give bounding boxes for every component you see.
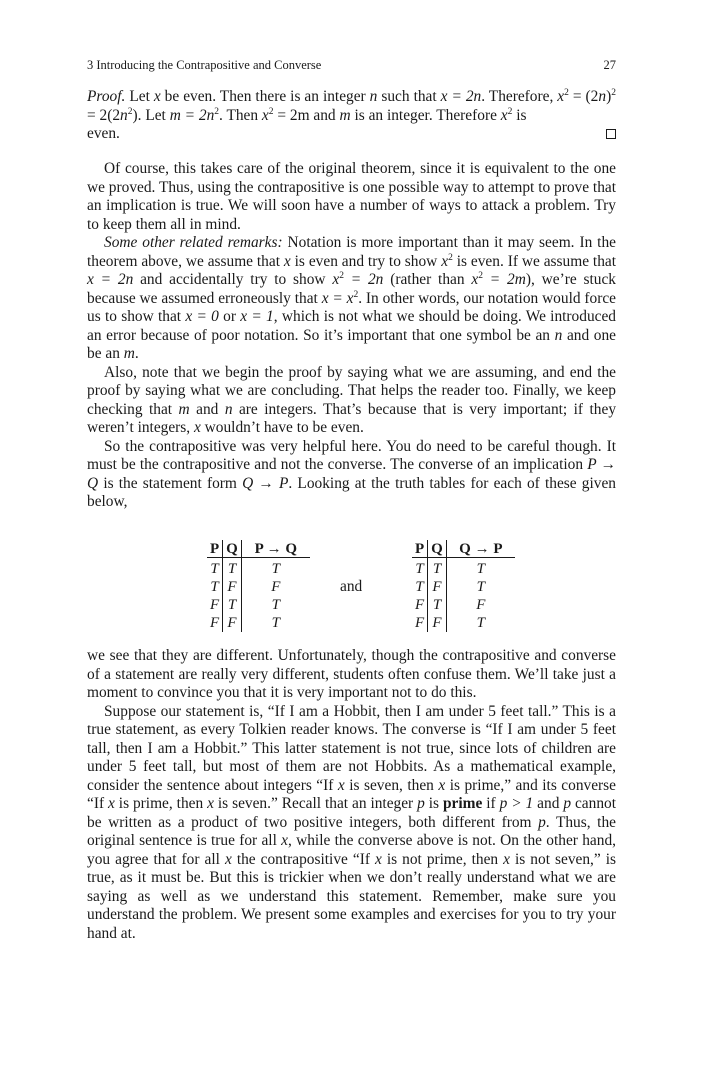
paragraph-6: Suppose our statement is, “If I am a Hobbit, then I am under 5 feet tall.” This is a true statement, as every Tolkien reader knows. The converse is “If I am under 5 feet tall, then I am a Hobbit.” This latter statement is not true, since lots of children are under 5 feet tall, but most of them are not Hobbits. As a mathematical example, consider the sentence about integers “If x is seven, then x is prime,” and its converse “If x is prime, then x is seven.” Recall that an integer p is prime if p > 1 and p cannot be written as a product of two positive integers, both different from p. Thus, the original sentence is true for all x, while the converse above is not. On the other hand, you agree that for all x the contrapositive “If x is not prime, then x is not seven,” is true, as it must be. But this is trickier when we don’t really understand what we are saying as well as we understand this statement. Remember, make sure you understand the problem. We present some examples and exercises for you to try your hand at. <box>87 702 617 942</box>
paragraph-2: Some other related remarks: Notation is more important than it may seem. In the theorem above, we assume that x is even and try to show $x^2$ is even. If we assume that x = 2n and accidentally try to show $x^2 = 2n$ (rather than $x^2 = 2m$), we’re stuck because we assumed erroneously that $x = x^2$. In other words, our notation would force us to show that x = 0 or x = 1, which is not what we should be doing. We introduced an error because of poor notation. So it’s important that one symbol be an n and one be an m. <box>87 234 617 362</box>
proof-end-line: even. <box>87 125 616 144</box>
qed-square-icon <box>606 129 616 139</box>
truth-table-converse <box>412 540 515 632</box>
table-row: F T T <box>207 596 310 614</box>
table-header: P <box>207 540 223 558</box>
text-block-after-tables <box>87 647 616 943</box>
table-header: Q <box>428 540 447 558</box>
chapter-title: 3 Introducing the Contrapositive and Converse <box>87 58 322 72</box>
table-row: T T T <box>412 558 515 579</box>
proof-paragraph: Proof. Let x be even. Then there is an integer n such that x = 2n. Therefore, $x^2 = (2n)^2 = 2(2n^2)$. Let $m = 2n^2$. Then $x^2 = 2m$ and m is an integer. Therefore $x^2$ is <box>87 88 616 124</box>
table-row: F F T <box>207 614 310 632</box>
text-block-before-tables <box>87 160 616 512</box>
table-row: T F F <box>207 578 310 596</box>
proof-block <box>87 88 616 144</box>
table-row: F T F <box>412 596 515 614</box>
paragraph-1: Of course, this takes care of the original theorem, since it is equivalent to the one we proved. Thus, using the contrapositive is one possible way to attempt to prove that an implication is true. We will soon have a number of ways to attack a problem. Try to keep them all in mind. <box>87 160 616 233</box>
page-number: 27 <box>603 58 616 72</box>
running-head <box>87 57 616 73</box>
table-header: P → Q <box>241 540 310 558</box>
proof-label: Proof. <box>87 88 126 105</box>
table-row: T F T <box>412 578 515 596</box>
table-header: Q <box>223 540 242 558</box>
paragraph-5: we see that they are different. Unfortunately, though the contrapositive and converse of a statement are really very different, students often confuse them. We’ll take just a moment to convince you that it is very important not to do this. <box>87 647 616 701</box>
table-header: Q → P <box>446 540 515 558</box>
table-header: P <box>412 540 428 558</box>
table-connector: and <box>340 578 363 595</box>
paragraph-4: So the contrapositive was very helpful here. You do need to be careful though. It must be the contrapositive and not the converse. The converse of an implication P → Q is the statement form Q → P. Looking at the truth tables for each of these given below, <box>87 437 616 510</box>
table-row: T T T <box>207 558 310 579</box>
truth-table-implication <box>207 540 310 632</box>
paragraph-3: Also, note that we begin the proof by saying what we are assuming, and end the proof by saying what we are concluding. That helps the reader too. Finally, we keep checking that m and n are integers. That’s because that is very important; if they weren’t integers, x wouldn’t have to be even. <box>87 363 617 436</box>
table-row: F F T <box>412 614 515 632</box>
defined-term: prime <box>442 795 483 812</box>
